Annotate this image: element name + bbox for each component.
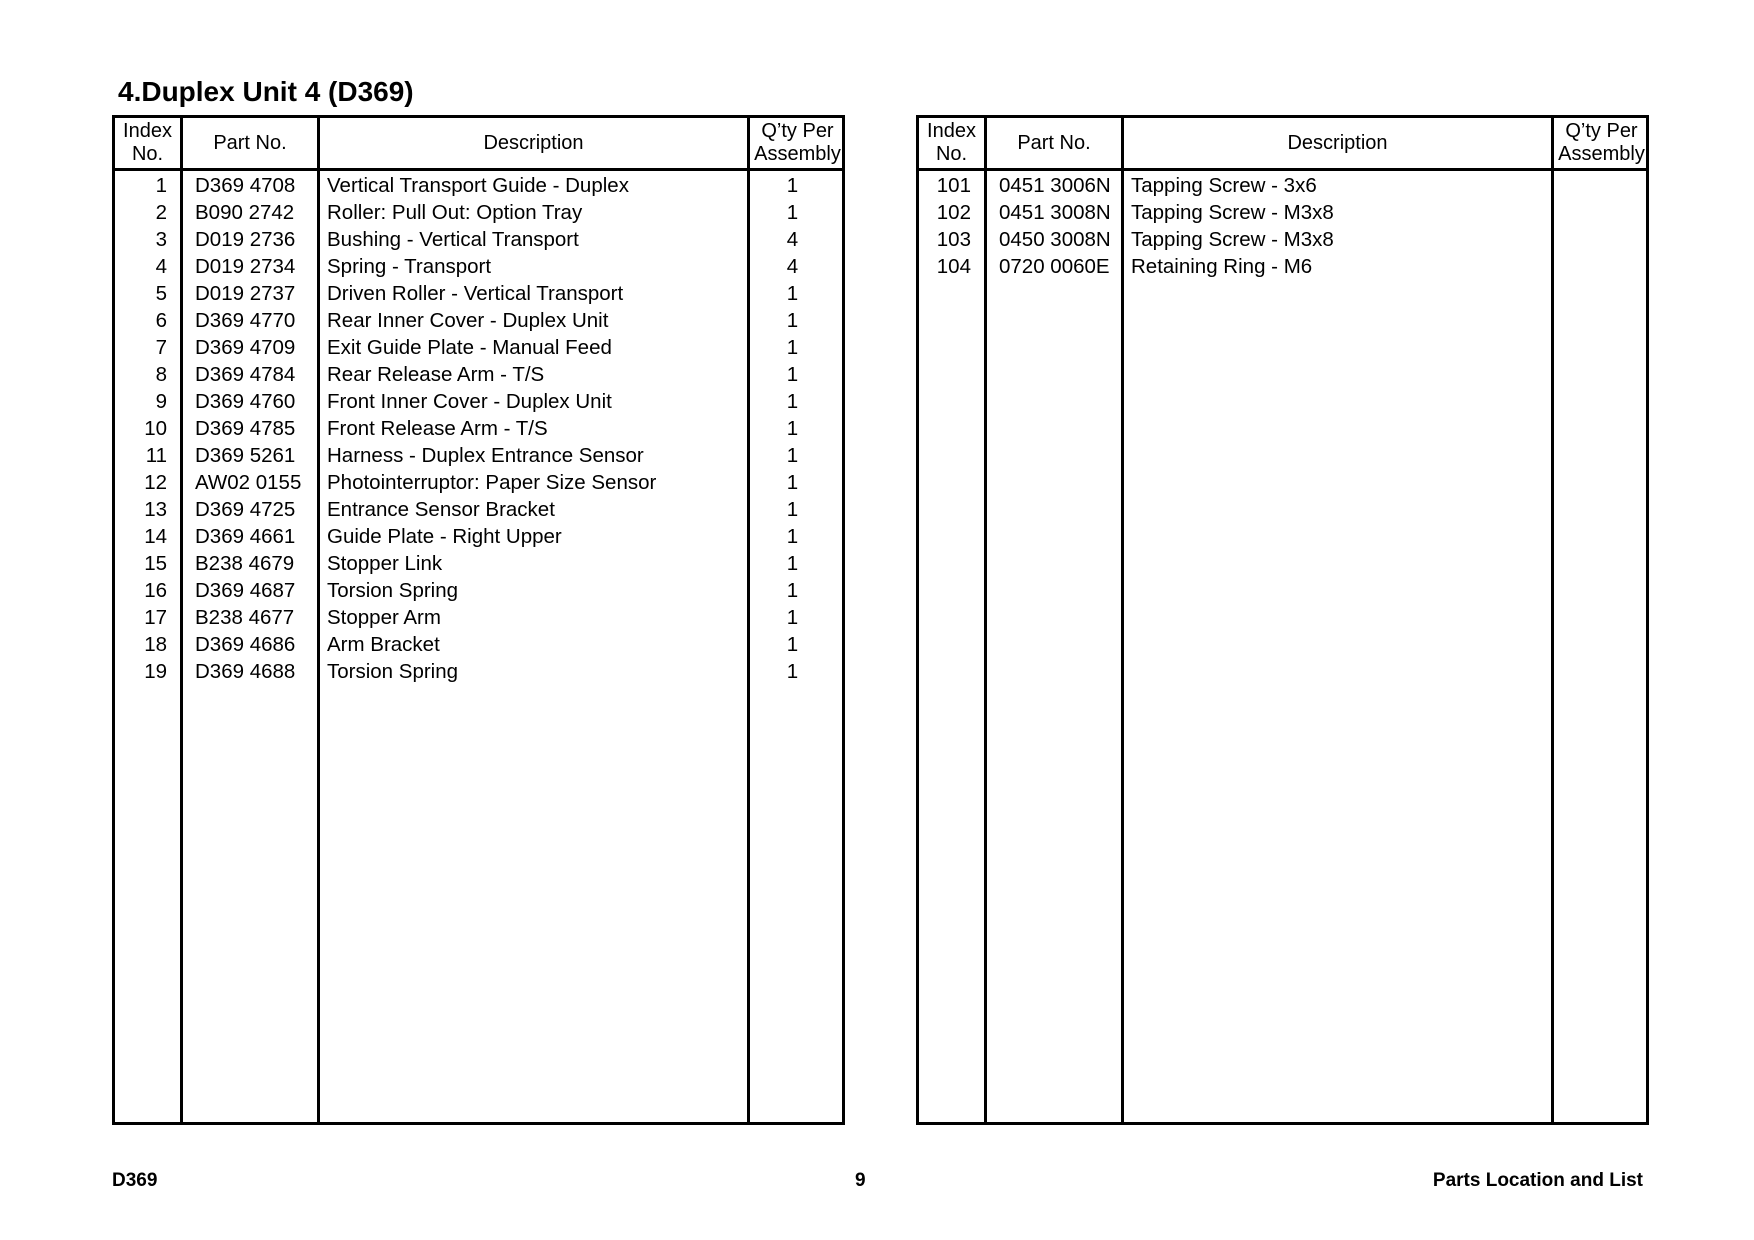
row-index-cell: 11: [145, 444, 167, 467]
header-description: Description: [483, 131, 584, 154]
header-index: [115, 118, 180, 168]
table-row: [115, 199, 842, 226]
row-qty-cell: 1: [786, 498, 799, 521]
row-qty-cell: [1554, 253, 1639, 280]
table-row: [919, 199, 1646, 226]
row-part-no-cell: D019 2737: [195, 282, 296, 305]
row-description-cell: Front Inner Cover - Duplex Unit: [327, 390, 612, 413]
row-index-cell: 10: [144, 417, 167, 440]
row-part-no-cell: 0451 3006N: [999, 174, 1111, 197]
header-qty-line1: Q’ty Per: [761, 120, 834, 142]
row-qty-cell: [1554, 199, 1639, 226]
table-row: [115, 253, 842, 280]
row-part-no-cell: 0451 3008N: [999, 201, 1111, 224]
row-index-cell: 7: [155, 336, 167, 359]
row-description-cell: Torsion Spring: [327, 579, 459, 602]
table-header: [919, 118, 1646, 171]
row-qty-cell: 1: [786, 363, 799, 386]
row-description-cell: Stopper Arm: [327, 606, 441, 629]
row-qty-cell: 1: [786, 552, 799, 575]
row-index-cell: 16: [144, 579, 167, 602]
row-index-cell: 104: [936, 255, 971, 278]
row-part-no-cell: D019 2736: [195, 228, 296, 251]
row-description-cell: Bushing - Vertical Transport: [327, 228, 579, 251]
header-index: [919, 118, 984, 168]
row-part-no-cell: D369 4760: [195, 390, 296, 413]
table-header: [115, 118, 842, 171]
row-index-cell: 103: [936, 228, 971, 251]
table-row: [115, 523, 842, 550]
row-description-cell: Front Release Arm - T/S: [327, 417, 548, 440]
row-description-cell: Spring - Transport: [327, 255, 492, 278]
row-part-no-cell: D369 4785: [195, 417, 296, 440]
table-row: [115, 550, 842, 577]
row-description-cell: Stopper Link: [327, 552, 443, 575]
footer-model: D369: [112, 1170, 158, 1191]
header-qty-line1: Q’ty Per: [1565, 120, 1638, 142]
parts-table-right: [916, 115, 1649, 1125]
row-part-no-cell: B238 4677: [195, 606, 295, 629]
table-row: [115, 496, 842, 523]
table-row: [115, 172, 842, 199]
table-row: [919, 226, 1646, 253]
row-index-cell: 9: [155, 390, 167, 413]
row-description-cell: Retaining Ring - M6: [1131, 255, 1313, 278]
row-part-no-cell: D369 4709: [195, 336, 296, 359]
row-part-no-cell: B090 2742: [195, 201, 295, 224]
table-row: [919, 253, 1646, 280]
row-qty-cell: [1554, 226, 1639, 253]
table-body-left: [115, 171, 842, 1122]
row-qty-cell: [1554, 172, 1639, 199]
row-index-cell: 2: [155, 201, 167, 224]
row-description-cell: Vertical Transport Guide - Duplex: [327, 174, 629, 197]
row-qty-cell: 1: [786, 336, 799, 359]
row-description-cell: Rear Inner Cover - Duplex Unit: [327, 309, 609, 332]
row-index-cell: 6: [155, 309, 167, 332]
row-description-cell: Exit Guide Plate - Manual Feed: [327, 336, 612, 359]
table-row: [115, 226, 842, 253]
table-row: [115, 658, 842, 685]
row-qty-cell: 1: [786, 309, 799, 332]
row-part-no-cell: D369 4708: [195, 174, 296, 197]
row-qty-cell: 1: [786, 390, 799, 413]
row-part-no-cell: D019 2734: [195, 255, 296, 278]
row-part-no-cell: D369 4725: [195, 498, 296, 521]
table-row: [115, 415, 842, 442]
row-index-cell: 3: [155, 228, 167, 251]
table-row: [115, 280, 842, 307]
row-qty-cell: 1: [786, 174, 799, 197]
row-qty-cell: 1: [786, 660, 799, 683]
header-index-line2: No.: [131, 143, 164, 165]
row-index-cell: 5: [155, 282, 167, 305]
header-qty: [1554, 118, 1649, 168]
header-part-no: Part No.: [213, 131, 287, 154]
header-description: Description: [1287, 131, 1388, 154]
row-part-no-cell: D369 4661: [195, 525, 296, 548]
row-qty-cell: 4: [786, 255, 799, 278]
table-row: [115, 307, 842, 334]
row-description-cell: Tapping Screw - M3x8: [1131, 201, 1334, 224]
row-part-no-cell: D369 4686: [195, 633, 296, 656]
table-row: [115, 388, 842, 415]
table-row: [115, 604, 842, 631]
row-qty-cell: 1: [786, 606, 799, 629]
table-row: [115, 577, 842, 604]
row-index-cell: 14: [144, 525, 167, 548]
row-description-cell: Entrance Sensor Bracket: [327, 498, 555, 521]
row-index-cell: 13: [144, 498, 167, 521]
row-index-cell: 17: [144, 606, 167, 629]
row-part-no-cell: D369 4688: [195, 660, 296, 683]
table-row: [115, 361, 842, 388]
table-row: [919, 172, 1646, 199]
row-qty-cell: 4: [786, 228, 799, 251]
table-row: [115, 442, 842, 469]
row-qty-cell: 1: [786, 444, 799, 467]
row-qty-cell: 1: [786, 525, 799, 548]
row-index-cell: 101: [936, 174, 971, 197]
table-row: [115, 631, 842, 658]
row-part-no-cell: B238 4679: [195, 552, 295, 575]
header-qty-line2: Assembly: [754, 143, 841, 165]
row-description-cell: Rear Release Arm - T/S: [327, 363, 545, 386]
header-qty: [750, 118, 845, 168]
header-index-line2: No.: [935, 143, 968, 165]
parts-table-left: [112, 115, 845, 1125]
row-index-cell: 102: [936, 201, 971, 224]
header-index-line1: Index: [123, 120, 172, 142]
header-qty-line2: Assembly: [1558, 143, 1645, 165]
row-part-no-cell: D369 4784: [195, 363, 296, 386]
row-description-cell: Harness - Duplex Entrance Sensor: [327, 444, 644, 467]
header-index-line1: Index: [927, 120, 976, 142]
row-description-cell: Photointerruptor: Paper Size Sensor: [327, 471, 657, 494]
footer-section-title: Parts Location and List: [1432, 1170, 1643, 1191]
footer-page-number: 9: [855, 1170, 866, 1191]
row-description-cell: Roller: Pull Out: Option Tray: [327, 201, 583, 224]
row-description-cell: Guide Plate - Right Upper: [327, 525, 562, 548]
row-description-cell: Tapping Screw - 3x6: [1131, 174, 1317, 197]
row-index-cell: 19: [144, 660, 167, 683]
row-description-cell: Arm Bracket: [327, 633, 440, 656]
row-qty-cell: 1: [786, 201, 799, 224]
row-qty-cell: 1: [786, 633, 799, 656]
table-row: [115, 469, 842, 496]
row-part-no-cell: D369 4687: [195, 579, 296, 602]
row-part-no-cell: 0450 3008N: [999, 228, 1111, 251]
row-index-cell: 4: [155, 255, 167, 278]
row-part-no-cell: D369 5261: [195, 444, 296, 467]
row-part-no-cell: 0720 0060E: [999, 255, 1110, 278]
row-description-cell: Torsion Spring: [327, 660, 459, 683]
row-qty-cell: 1: [786, 417, 799, 440]
page-title: 4.Duplex Unit 4 (D369): [118, 76, 414, 107]
table-body-right: [919, 171, 1646, 1122]
row-part-no-cell: AW02 0155: [195, 471, 302, 494]
row-index-cell: 1: [155, 174, 167, 197]
row-qty-cell: 1: [786, 471, 799, 494]
row-index-cell: 18: [144, 633, 167, 656]
row-description-cell: Driven Roller - Vertical Transport: [327, 282, 624, 305]
row-part-no-cell: D369 4770: [195, 309, 296, 332]
row-index-cell: 15: [144, 552, 167, 575]
header-part-no: Part No.: [1017, 131, 1091, 154]
row-description-cell: Tapping Screw - M3x8: [1131, 228, 1334, 251]
row-index-cell: 12: [144, 471, 167, 494]
row-index-cell: 8: [155, 363, 167, 386]
row-qty-cell: 1: [786, 282, 799, 305]
table-row: [115, 334, 842, 361]
row-qty-cell: 1: [786, 579, 799, 602]
